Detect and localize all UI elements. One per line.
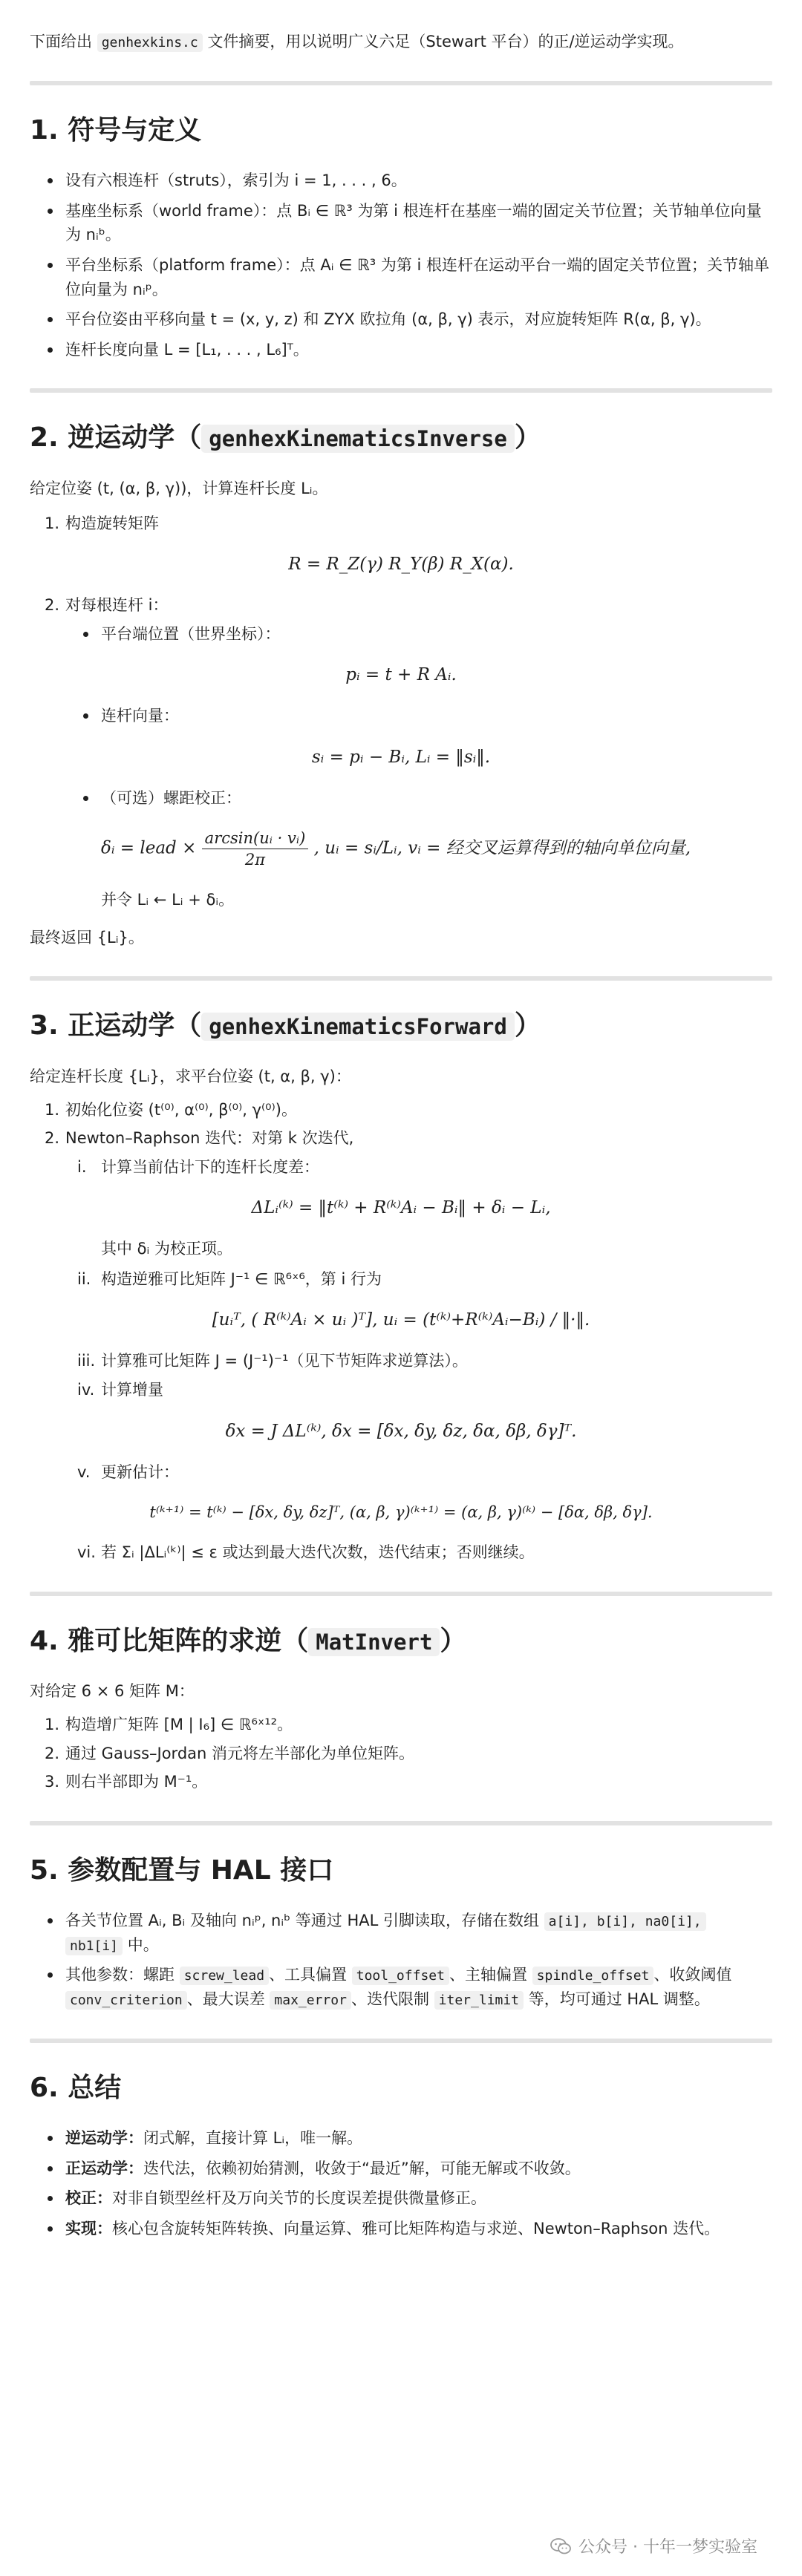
substep-text: 计算增量 [101, 1380, 163, 1399]
title-prefix: 4. 雅可比矩阵的求逆（ [30, 1625, 309, 1656]
code-span: a[i], b[i], na0[i], [544, 1912, 706, 1931]
hal-list [30, 1909, 772, 2011]
divider [30, 1821, 772, 1825]
step-number: 1. [45, 514, 60, 532]
equation-rotation: R = R_Z(γ) R_Y(β) R_X(α). [288, 555, 514, 575]
definition-list [30, 169, 772, 362]
step-text: 则右半部即为 M⁻¹。 [65, 1773, 208, 1791]
watermark [550, 2534, 757, 2557]
item-text: 闭式解，直接计算 Lᵢ，唯一解。 [143, 2129, 363, 2148]
section-summary [30, 2071, 772, 2241]
summary-list [30, 2126, 772, 2240]
section-title: 5. 参数配置与 HAL 接口 [30, 1854, 334, 1886]
item-text: 对非自锁型丝杆及万向关节的长度误差提供微量修正。 [112, 2189, 486, 2208]
substep [30, 1460, 772, 1485]
section-matrix-inversion [30, 1624, 772, 1794]
list-item [30, 2126, 772, 2151]
section-title: 1. 符号与定义 [30, 114, 202, 146]
substep [30, 1349, 772, 1373]
item-label: 正运动学： [65, 2159, 143, 2177]
code-span: spindle_offset [532, 1967, 654, 1985]
step-number: 3. [45, 1773, 60, 1791]
title-suffix: ） [514, 1010, 541, 1042]
fraction-numerator: arcsin(uᵢ · vᵢ) [202, 829, 309, 849]
list-item: 平台坐标系（platform frame）：点 Aᵢ ∈ ℝ³ 为第 i 根连杆在运动平台一端的固定关节位置；关节轴单位向量为 nᵢᵖ。 [30, 253, 772, 301]
step [30, 1098, 772, 1122]
substep-number: vi. [77, 1543, 96, 1562]
text-span: 各关节位置 Aᵢ, Bᵢ 及轴向 nᵢᵖ, nᵢᵇ 等通过 HAL 引脚读取，存储在数组 [65, 1912, 544, 1930]
title-suffix: ） [514, 422, 541, 454]
chat-bubble-icon [550, 2538, 571, 2554]
step-text: 初始化位姿 (t⁽⁰⁾, α⁽⁰⁾, β⁽⁰⁾, γ⁽⁰⁾)。 [65, 1100, 297, 1119]
section-hal-interface [30, 1854, 772, 2012]
code-span: tool_offset [352, 1967, 449, 1985]
step-number: 1. [45, 1715, 60, 1733]
substep [30, 1155, 772, 1180]
substep-text: 计算雅可比矩阵 J = (J⁻¹)⁻¹（见下节矩阵求逆算法）。 [101, 1352, 468, 1370]
intro-filename: genhexkins.c [97, 33, 203, 52]
substep-number: iii. [77, 1352, 96, 1370]
text-span: 、主轴偏置 [449, 1966, 532, 1984]
list-item: 设有六根连杆（struts），索引为 i = 1, . . . , 6。 [30, 169, 772, 193]
title-suffix: ） [440, 1625, 467, 1656]
section-title [30, 1009, 772, 1044]
section-inverse-kinematics [30, 421, 772, 949]
substep [30, 1540, 772, 1565]
substep-number: i. [77, 1157, 87, 1176]
step [30, 511, 772, 536]
step-text: 构造旋转矩阵 [65, 514, 159, 532]
equation-update: t⁽ᵏ⁺¹⁾ = t⁽ᵏ⁾ − [δx, δy, δz]ᵀ, (α, β, γ)⁽ᵏ⁺¹⁾ = (α, β, γ)⁽ᵏ⁾ − [δα, δβ, δγ]. [149, 1503, 653, 1522]
text-span: 其他参数：螺距 [65, 1966, 180, 1984]
section-forward-kinematics [30, 1009, 772, 1564]
fraction-denominator: 2π [244, 851, 266, 869]
text-span: 等，均可通过 HAL 调整。 [524, 1990, 710, 2009]
divider [30, 388, 772, 393]
list-item [30, 1963, 772, 2011]
code-span: iter_limit [434, 1991, 524, 2010]
section-title [30, 1624, 772, 1659]
list-item [30, 2157, 772, 2181]
list-item: 连杆长度向量 L = [L₁, . . . , L₆]ᵀ。 [30, 338, 772, 362]
text-span: 、工具偏置 [269, 1966, 352, 1984]
list-item [30, 2217, 772, 2241]
sub-item: 平台端位置（世界坐标）： [30, 622, 772, 647]
intro-prefix: 下面给出 [30, 33, 97, 50]
item-text: 迭代法，依赖初始猜测，收敛于“最近”解，可能无解或不收敛。 [143, 2159, 581, 2177]
sub-item: 连杆向量： [30, 704, 772, 728]
function-name: genhexKinematicsForward [201, 1013, 515, 1041]
equation-pitch-correction [101, 829, 772, 869]
step-text: 构造增广矩阵 [M | I₆] ∈ ℝ⁶ˣ¹²。 [65, 1715, 293, 1733]
substep [30, 1267, 772, 1292]
step-text: Newton–Raphson 迭代：对第 k 次迭代, [65, 1129, 354, 1148]
equation-length-diff: ΔLᵢ⁽ᵏ⁾ = ‖t⁽ᵏ⁾ + R⁽ᵏ⁾Aᵢ − Bᵢ‖ + δᵢ − Lᵢ, [251, 1198, 551, 1218]
code-span: max_error [270, 1991, 351, 2010]
item-label: 实现： [65, 2220, 112, 2238]
lead-text: 给定连杆长度 {Lᵢ}，求平台位姿 (t, α, β, γ)： [30, 1068, 351, 1086]
text-span: 、迭代限制 [351, 1990, 434, 2009]
code-span: nb1[i] [65, 1937, 123, 1955]
equation-increment: δx = J ΔL⁽ᵏ⁾, δx = [δx, δy, δz, δα, δβ, δγ]ᵀ. [225, 1421, 577, 1441]
divider [30, 81, 772, 85]
function-name: genhexKinematicsInverse [201, 425, 515, 453]
code-span: conv_criterion [65, 1991, 187, 2010]
intro-suffix: 文件摘要，用以说明广义六足（Stewart 平台）的正/逆运动学实现。 [202, 33, 684, 50]
watermark-text: 公众号 · 十年一梦实验室 [578, 2538, 757, 2557]
list-item: 基座坐标系（world frame）：点 Bᵢ ∈ ℝ³ 为第 i 根连杆在基座一端的固定关节位置；关节轴单位向量为 nᵢᵇ。 [30, 199, 772, 247]
substep-number: ii. [77, 1269, 91, 1288]
pitch-note: 并令 Lᵢ ← Lᵢ + δᵢ。 [101, 891, 235, 909]
fraction [202, 829, 309, 869]
step-number: 2. [45, 1129, 60, 1148]
item-text: 核心包含旋转矩阵转换、向量运算、雅可比矩阵构造与求逆、Newton–Raphson 迭代。 [112, 2220, 720, 2238]
list-item [30, 1909, 772, 1957]
substep-number: v. [77, 1462, 91, 1481]
note-text: 其中 δᵢ 为校正项。 [101, 1240, 232, 1258]
substep-number: iv. [77, 1380, 95, 1399]
section-title: 6. 总结 [30, 2072, 122, 2103]
equation-jacobian-row: [uᵢᵀ, ( R⁽ᵏ⁾Aᵢ × uᵢ )ᵀ], uᵢ = (t⁽ᵏ⁾+R⁽ᵏ⁾Aᵢ−Bᵢ) / ‖·‖. [212, 1310, 590, 1330]
final-return: 最终返回 {Lᵢ}。 [30, 928, 144, 947]
substep-text: 若 Σᵢ |ΔLᵢ⁽ᵏ⁾| ≤ ε 或达到最大迭代次数，迭代结束；否则继续。 [101, 1543, 535, 1562]
item-label: 逆运动学： [65, 2129, 143, 2148]
divider [30, 2039, 772, 2043]
step [30, 1126, 772, 1151]
step-text: 通过 Gauss–Jordan 消元将左半部化为单位矩阵。 [65, 1744, 414, 1762]
eq-right: , uᵢ = sᵢ/Lᵢ, vᵢ = 经交叉运算得到的轴向单位向量, [313, 838, 691, 858]
substep-text: 更新估计： [101, 1462, 179, 1481]
item-label: 校正： [65, 2189, 112, 2208]
text-span: 、最大误差 [186, 1990, 270, 2009]
lead-text: 对给定 6 × 6 矩阵 M： [30, 1682, 195, 1701]
step [30, 1742, 772, 1766]
lead-text: 给定位姿 (t, (α, β, γ))，计算连杆长度 Lᵢ。 [30, 479, 328, 497]
sub-item: （可选）螺距校正： [30, 786, 772, 811]
substep [30, 1378, 772, 1402]
function-name: MatInvert [308, 1628, 440, 1656]
section-title [30, 421, 772, 456]
eq-left: δᵢ = lead × [101, 838, 197, 858]
substep-text: 计算当前估计下的连杆长度差： [101, 1157, 319, 1176]
divider [30, 1592, 772, 1596]
equation-strut-vector: sᵢ = pᵢ − Bᵢ, Lᵢ = ‖sᵢ‖. [311, 747, 491, 767]
list-item [30, 2186, 772, 2211]
step-number: 2. [45, 1744, 60, 1762]
title-prefix: 2. 逆运动学（ [30, 422, 202, 454]
step [30, 1770, 772, 1794]
intro-line [30, 0, 772, 54]
section-definitions [30, 114, 772, 362]
list-item: 平台位姿由平移向量 t = (x, y, z) 和 ZYX 欧拉角 (α, β, γ) 表示，对应旋转矩阵 R(α, β, γ)。 [30, 307, 772, 332]
step-number: 1. [45, 1100, 60, 1119]
divider [30, 976, 772, 981]
step [30, 1713, 772, 1737]
step-text: 对每根连杆 i： [65, 596, 169, 615]
step-number: 2. [45, 596, 60, 615]
title-prefix: 3. 正运动学（ [30, 1010, 202, 1042]
step [30, 593, 772, 618]
equation-platform-position: pᵢ = t + R Aᵢ. [345, 665, 457, 685]
code-span: screw_lead [180, 1967, 269, 1985]
text-span: 中。 [123, 1935, 159, 1954]
substep-text: 构造逆雅可比矩阵 J⁻¹ ∈ ℝ⁶ˣ⁶，第 i 行为 [101, 1269, 382, 1288]
text-span: 、收敛阈值 [653, 1966, 732, 1984]
